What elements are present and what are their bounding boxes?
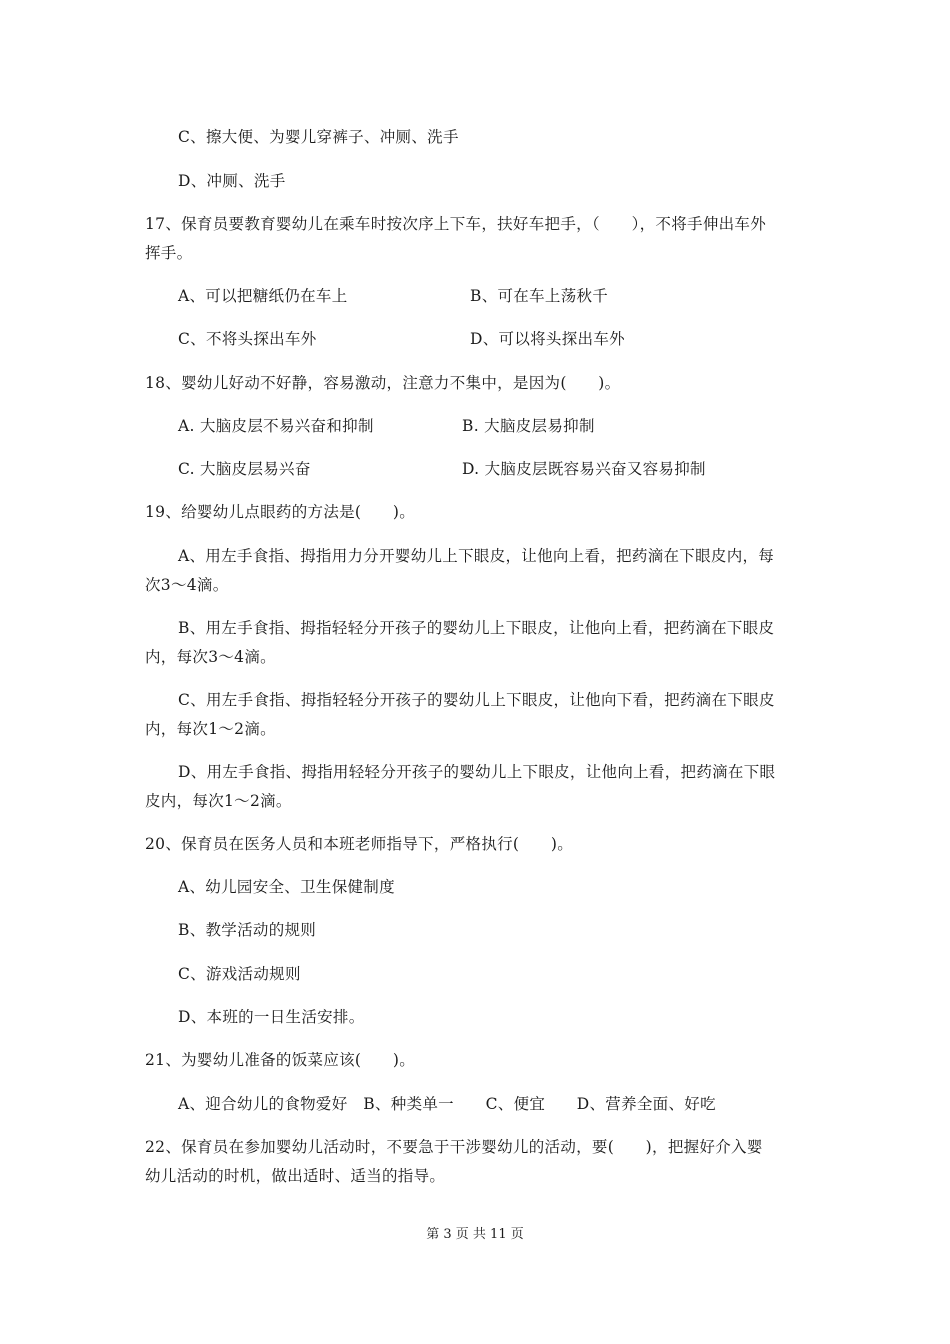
- q20-option-c: C、游戏活动规则: [178, 965, 301, 983]
- q19-option-d-line1: D、用左手食指、拇指用轻轻分开孩子的婴幼儿上下眼皮，让他向上看，把药滴在下眼: [178, 763, 776, 781]
- page-footer: 第 3 页 共 11 页: [426, 1227, 524, 1242]
- q16-option-d: D、冲厕、洗手: [178, 172, 286, 190]
- q19-option-d-line2: 皮内，每次1～2滴。: [145, 792, 292, 810]
- q18-stem: 18、婴幼儿好动不好静，容易激动，注意力不集中，是因为( )。: [145, 374, 621, 392]
- q17-option-b: B、可在车上荡秋千: [470, 287, 609, 305]
- q19-option-c-line1: C、用左手食指、拇指轻轻分开孩子的婴幼儿上下眼皮，让他向下看，把药滴在下眼皮: [178, 691, 775, 709]
- q19-option-b-line1: B、用左手食指、拇指轻轻分开孩子的婴幼儿上下眼皮，让他向上看，把药滴在下眼皮: [178, 619, 775, 637]
- q20-option-a: A、幼儿园安全、卫生保健制度: [178, 878, 395, 896]
- q17-option-a: A、可以把糖纸仍在车上: [178, 287, 348, 305]
- q17-option-c: C、不将头探出车外: [178, 330, 317, 348]
- q22-stem-line1: 22、保育员在参加婴幼儿活动时，不要急于干涉婴幼儿的活动，要( )，把握好介入婴: [145, 1138, 763, 1156]
- q18-option-b: B. 大脑皮层易抑制: [462, 417, 595, 435]
- q19-option-a-line1: A、用左手食指、拇指用力分开婴幼儿上下眼皮，让他向上看，把药滴在下眼皮内，每: [178, 547, 775, 565]
- q16-option-c: C、擦大便、为婴儿穿裤子、冲厕、洗手: [178, 128, 459, 146]
- q17-stem-line2: 挥手。: [145, 244, 193, 262]
- q18-option-a: A. 大脑皮层不易兴奋和抑制: [178, 417, 374, 435]
- q19-option-a-line2: 次3～4滴。: [145, 576, 229, 594]
- q21-stem: 21、为婴幼儿准备的饭菜应该( )。: [145, 1051, 416, 1069]
- q20-option-d: D、本班的一日生活安排。: [178, 1008, 365, 1026]
- q19-option-c-line2: 内，每次1～2滴。: [145, 720, 276, 738]
- q19-stem: 19、给婴幼儿点眼药的方法是( )。: [145, 503, 416, 521]
- q20-stem: 20、保育员在医务人员和本班老师指导下，严格执行( )。: [145, 835, 574, 853]
- q17-stem-line1: 17、保育员要教育婴幼儿在乘车时按次序上下车，扶好车把手，（ ），不将手伸出车外: [145, 215, 767, 233]
- q20-option-b: B、教学活动的规则: [178, 921, 317, 939]
- q18-option-c: C. 大脑皮层易兴奋: [178, 460, 311, 478]
- q21-options: A、迎合幼儿的食物爱好 B、种类单一 C、便宜 D、营养全面、好吃: [178, 1095, 716, 1113]
- q18-option-d: D. 大脑皮层既容易兴奋又容易抑制: [462, 460, 706, 478]
- q17-option-d: D、可以将头探出车外: [470, 330, 625, 348]
- q19-option-b-line2: 内，每次3～4滴。: [145, 648, 276, 666]
- q22-stem-line2: 幼儿活动的时机，做出适时、适当的指导。: [145, 1167, 446, 1185]
